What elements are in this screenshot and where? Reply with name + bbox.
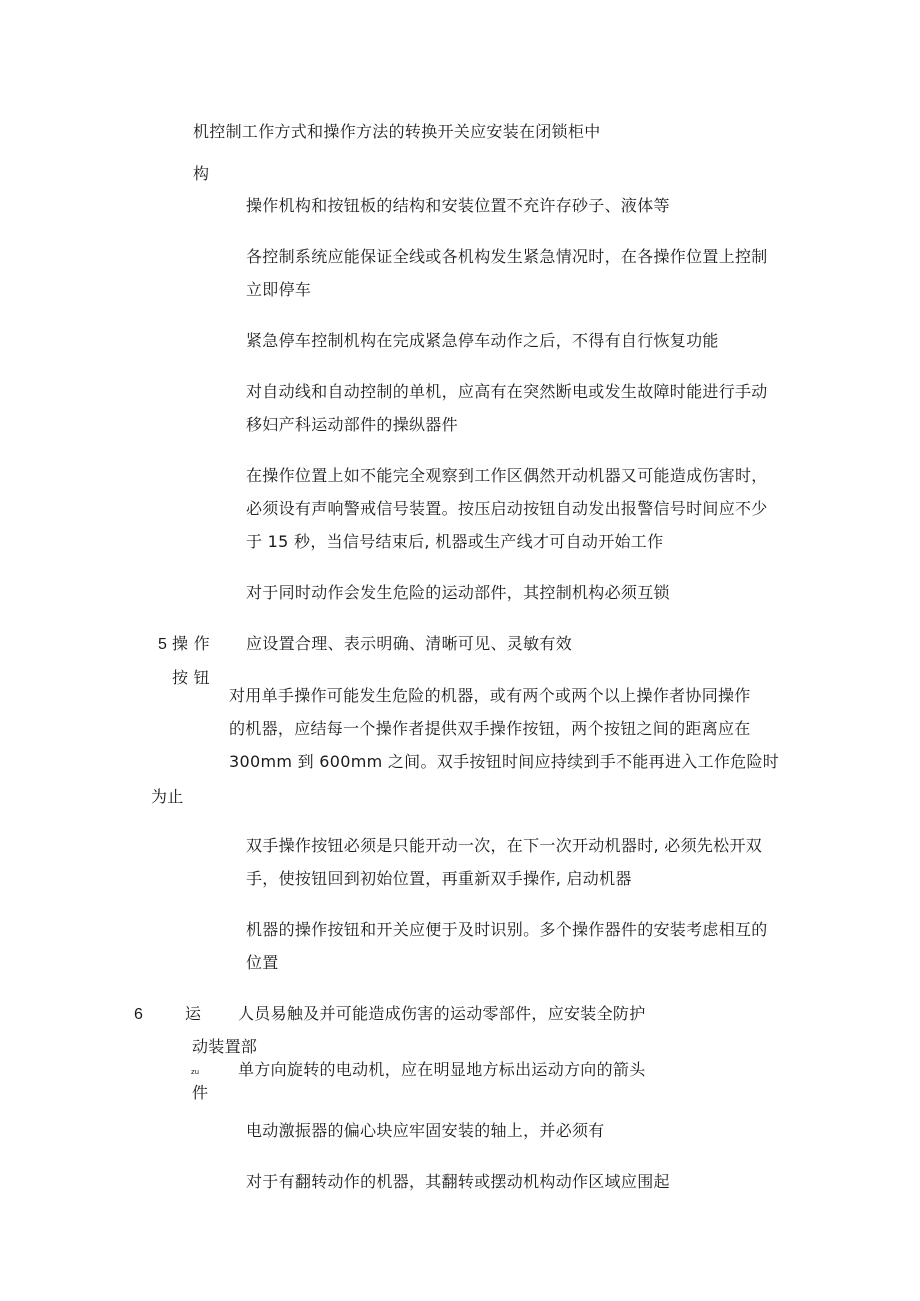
text-line: 300mm 到 600mm 之间。双手按钮时间应持续到手不能再进入工作危险时: [229, 752, 780, 771]
text-line: 移妇产科运动部件的操纵器件: [246, 415, 458, 434]
text-line: 对于同时动作会发生危险的运动部件，其控制机构必须互锁: [246, 583, 670, 602]
text-line: 构: [193, 164, 210, 183]
text-line: 对用单手操作可能发生危险的机器，或有两个或两个以上操作者协同操作: [229, 686, 751, 705]
text-line: 立即停车: [246, 280, 312, 299]
small-mark: zu: [191, 1068, 200, 1076]
text-line: 双手操作按钮必须是只能开动一次，在下一次开动机器时, 必须先松开双: [246, 836, 763, 855]
text-line: 为止: [151, 787, 184, 806]
text-line: 对于有翻转动作的机器，其翻转或摆动机构动作区域应围起: [246, 1172, 670, 1191]
text-line: 的机器，应结每一个操作者提供双手操作按钮，两个按钮之间的距离应在: [229, 719, 751, 738]
text-line: 单方向旋转的电动机，应在明显地方标出运动方向的箭头: [238, 1060, 646, 1079]
text-line: 各控制系统应能保证全线或各机构发生紧急情况时，在各操作位置上控制: [246, 247, 768, 266]
section-number: 5: [158, 636, 168, 653]
section-category: 按 钮: [172, 668, 210, 687]
text-line: 必须设有声响警戒信号装置。按压启动按钮自动发出报警信号时间应不少: [246, 499, 768, 518]
text-line: 机控制工作方式和操作方法的转换开关应安装在闭锁柜中: [193, 122, 601, 141]
text-line: 电动激振器的偏心块应牢固安装的轴上，并必须有: [246, 1121, 605, 1140]
text-line: 在操作位置上如不能完全观察到工作区偶然开动机器又可能造成伤害时，: [246, 466, 768, 485]
text-line: 位置: [246, 953, 279, 972]
text-line: 操作机构和按钮板的结构和安装位置不充许存砂子、液体等: [246, 196, 670, 215]
section-category: 运: [185, 1004, 202, 1023]
section-category: 动装置部: [192, 1037, 258, 1056]
text-line: 对自动线和自动控制的单机，应高有在突然断电或发生故障时能进行手动: [246, 382, 768, 401]
text-line: 应设置合理、表示明确、清晰可见、灵敏有效: [246, 634, 573, 653]
text-line: 机器的操作按钮和开关应便于及时识别。多个操作器件的安装考虑相互的: [246, 920, 768, 939]
text-line: 于 15 秒，当信号结束后, 机器或生产线才可自动开始工作: [246, 532, 664, 551]
section-number: 6: [134, 1006, 144, 1023]
section-category: 操 作: [172, 634, 210, 653]
text-line: 紧急停车控制机构在完成紧急停车动作之后，不得有自行恢复功能: [246, 331, 719, 350]
section-category: 件: [192, 1083, 209, 1102]
text-line: 人员易触及并可能造成伤害的运动零部件，应安装全防护: [238, 1004, 646, 1023]
text-line: 手，使按钮回到初始位置，再重新双手操作, 启动机器: [246, 869, 632, 888]
